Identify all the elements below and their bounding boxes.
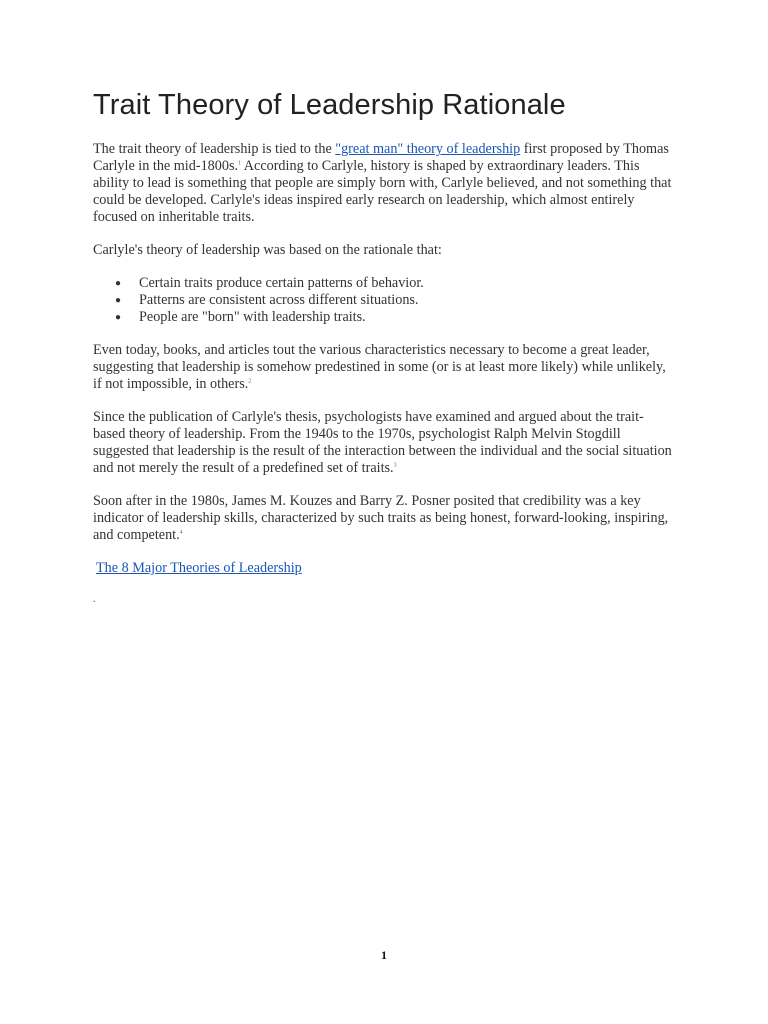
page-number: 1 — [381, 948, 387, 962]
intro-paragraph — [93, 141, 673, 226]
list-item — [115, 309, 673, 326]
great-man-theory-link[interactable]: "great man" theory of leadership — [335, 141, 521, 157]
footnote-ref-1[interactable]: 1 — [238, 160, 242, 167]
bullet-icon: ● — [115, 278, 122, 289]
trailing-dot: . — [93, 594, 96, 605]
list-item-text: Certain traits produce certain patterns of behavior. — [139, 275, 424, 291]
stogdill-text: Since the publication of Carlyle's thesis, psychologists have examined and argued about the trait-based theory of leadership. From the 1940s to the 1970s, psychologist Ralph Melvin Stogdill suggested that leadership is the result of the interaction between the individual and the social situation and not merely the result of a predefined set of traits. — [93, 409, 672, 476]
document-page — [93, 86, 673, 605]
page-title: Trait Theory of Leadership Rationale — [93, 89, 566, 121]
footnote-ref-2[interactable]: 2 — [248, 378, 252, 385]
stogdill-paragraph — [93, 409, 673, 477]
intro-text-continued: According to Carlyle, history is shaped by extraordinary leaders. This ability to lead is something that people are simply born with, Carlyle believed, and not something that could be developed. Carlyle's ideas inspired early research on leadership, which almost entirely focused on inheritable traits. — [93, 158, 672, 225]
bullet-icon: ● — [115, 312, 122, 323]
list-item — [115, 292, 673, 309]
bullet-icon: ● — [115, 295, 122, 306]
kouzes-posner-paragraph — [93, 493, 673, 544]
characteristics-paragraph — [93, 342, 673, 393]
rationale-paragraph: Carlyle's theory of leadership was based on the rationale that: — [93, 242, 442, 258]
footnote-ref-4[interactable]: 4 — [179, 529, 183, 536]
characteristics-text: Even today, books, and articles tout the various characteristics necessary to become a great leader, suggesting that leadership is somehow predestined in some (or is at least more likely) while unlikely, if not impossible, in others. — [93, 342, 666, 392]
intro-text-after-link: first proposed by Thomas Carlyle in the mid-1800s. — [93, 141, 669, 174]
list-item — [115, 275, 673, 292]
kouzes-posner-text: Soon after in the 1980s, James M. Kouzes and Barry Z. Posner posited that credibility was a key indicator of leadership skills, characterized by such traits as being honest, forward-looking, inspiring, and competent. — [93, 493, 669, 543]
intro-text-before-link: The trait theory of leadership is tied to the — [93, 141, 336, 157]
rationale-list — [93, 275, 673, 326]
list-item-text: People are "born" with leadership traits. — [139, 309, 366, 325]
major-theories-link[interactable]: The 8 Major Theories of Leadership — [96, 560, 302, 576]
list-item-text: Patterns are consistent across different situations. — [139, 292, 419, 308]
related-link-paragraph — [93, 560, 673, 577]
footnote-ref-3[interactable]: 3 — [393, 462, 397, 469]
